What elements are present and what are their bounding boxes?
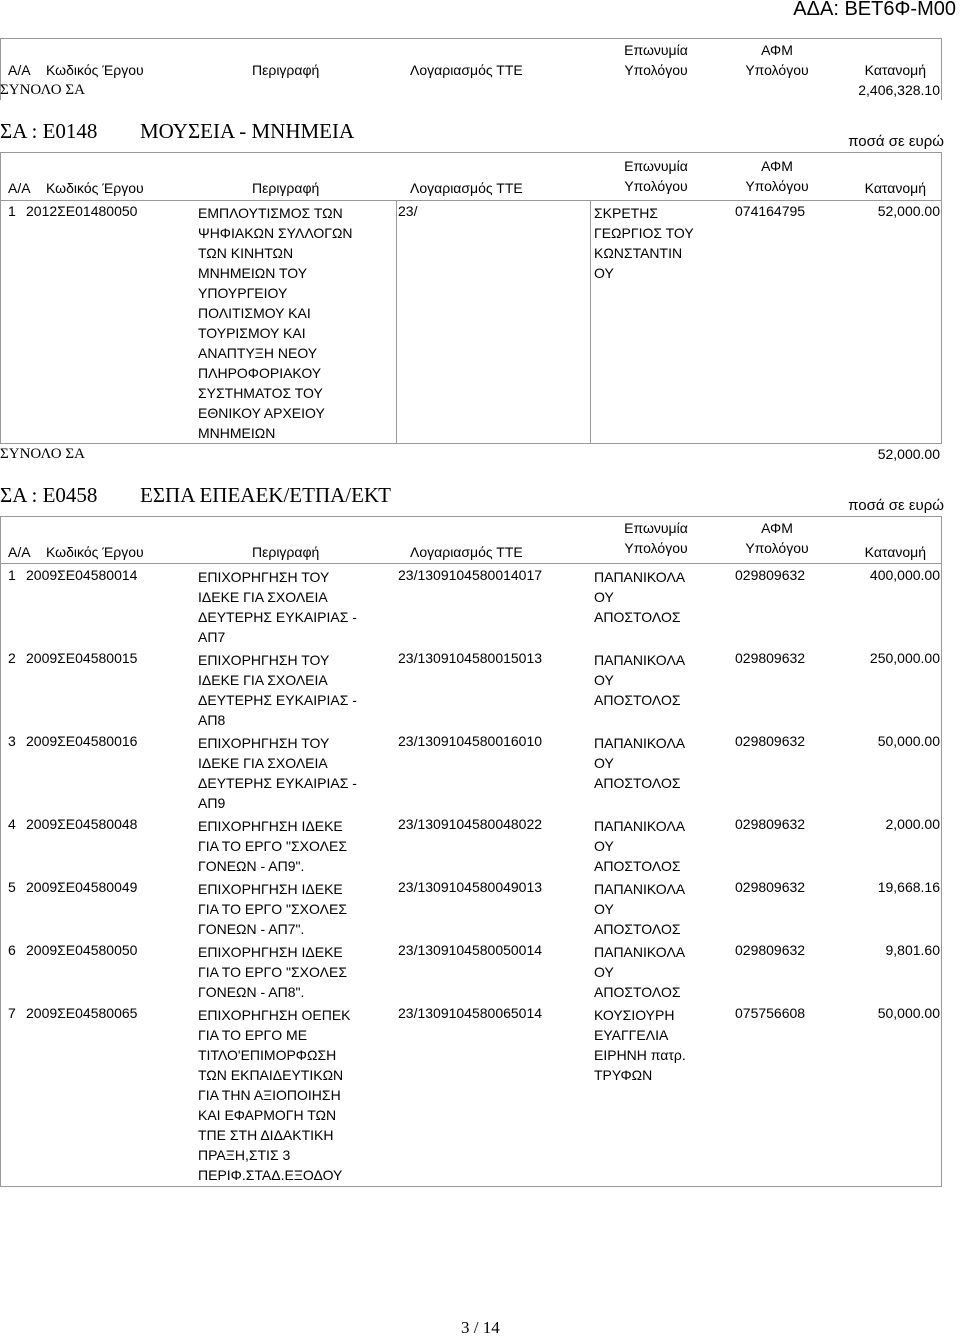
row-account: 23/1309104580065014: [398, 1005, 543, 1021]
section1-header-desc: Περιγραφή: [252, 180, 320, 196]
section1-header-account: Λογαριασμός ΤΤΕ: [410, 180, 523, 196]
row-code: 2009ΣΕ04580016: [26, 733, 138, 749]
row-name: ΠΑΠΑΝΙΚΟΛΑ ΟΥ ΑΠΟΣΤΟΛΟΣ: [594, 569, 686, 625]
row-afm: 029809632: [735, 879, 806, 895]
section1-currency: ποσά σε ευρώ: [848, 133, 944, 150]
row-desc: ΕΠΙΧΟΡΗΓΗΣΗ ΙΔΕΚΕ ΓΙΑ ΤΟ ΕΡΓΟ "ΣΧΟΛΕΣ ΓΟΝΕΩΝ - ΑΠ9".: [198, 818, 347, 874]
row-aa: 2: [8, 650, 16, 666]
row-alloc: 50,000.00: [877, 1005, 940, 1021]
section2-header-name: Επωνυμία Υπολόγου: [624, 520, 688, 556]
row-name: ΣΚΡΕΤΗΣ ΓΕΩΡΓΙΟΣ ΤΟΥ ΚΩΝΣΤΑΝΤΙΝ ΟΥ: [594, 205, 694, 281]
row-account: 23/1309104580049013: [398, 879, 543, 895]
section2-code: ΣΑ : Ε0458: [0, 483, 98, 507]
section1-header-code: Κωδικός Έργου: [46, 180, 144, 196]
ada-code: ΑΔΑ: ΒΕΤ6Φ-Μ00: [793, 0, 956, 20]
row-desc: ΕΠΙΧΟΡΗΓΗΣΗ ΟΕΠΕΚ ΓΙΑ ΤΟ ΕΡΓΟ ΜΕ ΤΙΤΛΟ'ΕΠΙΜΟΡΦΩΣΗ ΤΩΝ ΕΚΠΑΙΔΕΥΤΙΚΩΝ ΓΙΑ ΤΗΝ ΑΞΙΟΠΟΙΗΣΗ ΚΑΙ ΕΦΑΡΜΟΓΗ ΤΩΝ ΤΠΕ ΣΤΗ ΔΙΔΑΚΤΙΚΗ ΠΡΑΞΗ,ΣΤΙΣ 3 ΠΕΡΙΦ.ΣΤΑΔ.ΕΞΟΔΟΥ: [198, 1007, 351, 1183]
row-desc: ΕΠΙΧΟΡΗΓΗΣΗ ΤΟΥ ΙΔΕΚΕ ΓΙΑ ΣΧΟΛΕΙΑ ΔΕΥΤΕΡΗΣ ΕΥΚΑΙΡΙΑΣ - ΑΠ9: [198, 735, 357, 811]
row-afm: 029809632: [735, 733, 806, 749]
row-alloc: 52,000.00: [877, 203, 940, 219]
section1-total-label: ΣΥΝΟΛΟ ΣΑ: [0, 446, 85, 462]
section2-title: ΕΣΠΑ ΕΠΕΑΕΚ/ΕΤΠΑ/ΕΚΤ: [140, 483, 392, 507]
section1-total-value: 52,000.00: [877, 446, 940, 462]
row-account: 23/1309104580015013: [398, 650, 543, 666]
row-desc: ΕΠΙΧΟΡΗΓΗΣΗ ΙΔΕΚΕ ΓΙΑ ΤΟ ΕΡΓΟ "ΣΧΟΛΕΣ ΓΟΝΕΩΝ - ΑΠ8".: [198, 944, 347, 1000]
row-code: 2009ΣΕ04580014: [26, 567, 138, 583]
page-number: [461, 1318, 500, 1338]
top-header-code: Κωδικός Έργου: [46, 62, 144, 78]
row-aa: 3: [8, 733, 16, 749]
top-header-name: Επωνυμία Υπολόγου: [624, 42, 688, 78]
page-total: 14: [482, 1318, 500, 1337]
row-afm: 029809632: [735, 816, 806, 832]
row-aa: 6: [8, 942, 16, 958]
row-code: 2009ΣΕ04580065: [26, 1005, 138, 1021]
row-code: 2012ΣΕ01480050: [26, 203, 138, 219]
row-account: 23/1309104580016010: [398, 733, 543, 749]
section1-code: ΣΑ : Ε0148: [0, 119, 98, 143]
row-alloc: 250,000.00: [869, 650, 940, 666]
row-afm: 029809632: [735, 942, 806, 958]
top-header-afm: ΑΦΜ Υπολόγου: [745, 42, 809, 78]
row-aa: 1: [8, 567, 16, 583]
row-alloc: 2,000.00: [885, 816, 940, 832]
section2-header-afm: ΑΦΜ Υπολόγου: [745, 520, 809, 556]
section2-header-aa: Α/Α: [8, 544, 31, 560]
top-header-desc: Περιγραφή: [252, 62, 320, 78]
section1-title: ΜΟΥΣΕΙΑ - ΜΝΗΜΕΙΑ: [140, 119, 355, 143]
section1-header-alloc: Κατανομή: [864, 180, 926, 196]
row-account: 23/1309104580050014: [398, 942, 543, 958]
row-alloc: 9,801.60: [885, 942, 940, 958]
top-header-alloc: Κατανομή: [864, 62, 926, 78]
row-account: 23/1309104580014017: [398, 567, 543, 583]
row-afm: 029809632: [735, 650, 806, 666]
row-code: 2009ΣΕ04580048: [26, 816, 138, 832]
row-afm: 029809632: [735, 567, 806, 583]
section1-header-afm: ΑΦΜ Υπολόγου: [745, 158, 809, 194]
row-aa: 7: [8, 1005, 16, 1021]
top-header-account: Λογαριασμός ΤΤΕ: [410, 62, 523, 78]
page-current: 3: [461, 1318, 470, 1337]
row-name: ΠΑΠΑΝΙΚΟΛΑ ΟΥ ΑΠΟΣΤΟΛΟΣ: [594, 881, 686, 937]
page-separator: /: [473, 1318, 479, 1337]
section1-header-aa: Α/Α: [8, 180, 31, 196]
section2-header-code: Κωδικός Έργου: [46, 544, 144, 560]
row-account: 23/: [398, 203, 418, 219]
row-aa: 5: [8, 879, 16, 895]
section1-header-name: Επωνυμία Υπολόγου: [624, 158, 688, 194]
row-aa: 1: [8, 203, 16, 219]
row-aa: 4: [8, 816, 16, 832]
row-name: ΚΟΥΣΙΟΥΡΗ ΕΥΑΓΓΕΛΙΑ ΕΙΡΗΝΗ πατρ. ΤΡΥΦΩΝ: [594, 1007, 686, 1083]
section2-header-desc: Περιγραφή: [252, 544, 320, 560]
top-total-value: 2,406,328.10: [858, 82, 940, 98]
row-afm: 075756608: [735, 1005, 806, 1021]
row-account: 23/1309104580048022: [398, 816, 543, 832]
row-code: 2009ΣΕ04580049: [26, 879, 138, 895]
row-name: ΠΑΠΑΝΙΚΟΛΑ ΟΥ ΑΠΟΣΤΟΛΟΣ: [594, 652, 686, 708]
row-desc: ΕΜΠΛΟΥΤΙΣΜΟΣ ΤΩΝ ΨΗΦΙΑΚΩΝ ΣΥΛΛΟΓΩΝ ΤΩΝ ΚΙΝΗΤΩΝ ΜΝΗΜΕΙΩΝ ΤΟΥ ΥΠΟΥΡΓΕΙΟΥ ΠΟΛΙΤΙΣΜΟΥ ΚΑΙ ΤΟΥΡΙΣΜΟΥ ΚΑΙ ΑΝΑΠΤΥΞΗ ΝΕΟΥ ΠΛΗΡΟΦΟΡΙΑΚΟΥ ΣΥΣΤΗΜΑΤΟΣ ΤΟΥ ΕΘΝΙΚΟΥ ΑΡΧΕΙΟΥ ΜΝΗΜΕΙΩΝ: [198, 205, 353, 441]
top-header-aa: Α/Α: [8, 62, 31, 78]
row-name: ΠΑΠΑΝΙΚΟΛΑ ΟΥ ΑΠΟΣΤΟΛΟΣ: [594, 944, 686, 1000]
top-total-label: ΣΥΝΟΛΟ ΣΑ: [0, 82, 85, 98]
row-desc: ΕΠΙΧΟΡΗΓΗΣΗ ΙΔΕΚΕ ΓΙΑ ΤΟ ΕΡΓΟ "ΣΧΟΛΕΣ ΓΟΝΕΩΝ - ΑΠ7".: [198, 881, 347, 937]
row-alloc: 400,000.00: [869, 567, 940, 583]
row-alloc: 19,668.16: [877, 879, 940, 895]
row-desc: ΕΠΙΧΟΡΗΓΗΣΗ ΤΟΥ ΙΔΕΚΕ ΓΙΑ ΣΧΟΛΕΙΑ ΔΕΥΤΕΡΗΣ ΕΥΚΑΙΡΙΑΣ - ΑΠ8: [198, 652, 357, 728]
section2-header-alloc: Κατανομή: [864, 544, 926, 560]
row-afm: 074164795: [735, 203, 806, 219]
row-alloc: 50,000.00: [877, 733, 940, 749]
row-code: 2009ΣΕ04580050: [26, 942, 138, 958]
row-desc: ΕΠΙΧΟΡΗΓΗΣΗ ΤΟΥ ΙΔΕΚΕ ΓΙΑ ΣΧΟΛΕΙΑ ΔΕΥΤΕΡΗΣ ΕΥΚΑΙΡΙΑΣ - ΑΠ7: [198, 569, 357, 645]
row-name: ΠΑΠΑΝΙΚΟΛΑ ΟΥ ΑΠΟΣΤΟΛΟΣ: [594, 818, 686, 874]
row-code: 2009ΣΕ04580015: [26, 650, 138, 666]
row-name: ΠΑΠΑΝΙΚΟΛΑ ΟΥ ΑΠΟΣΤΟΛΟΣ: [594, 735, 686, 791]
section2-header-account: Λογαριασμός ΤΤΕ: [410, 544, 523, 560]
section2-currency: ποσά σε ευρώ: [848, 497, 944, 514]
